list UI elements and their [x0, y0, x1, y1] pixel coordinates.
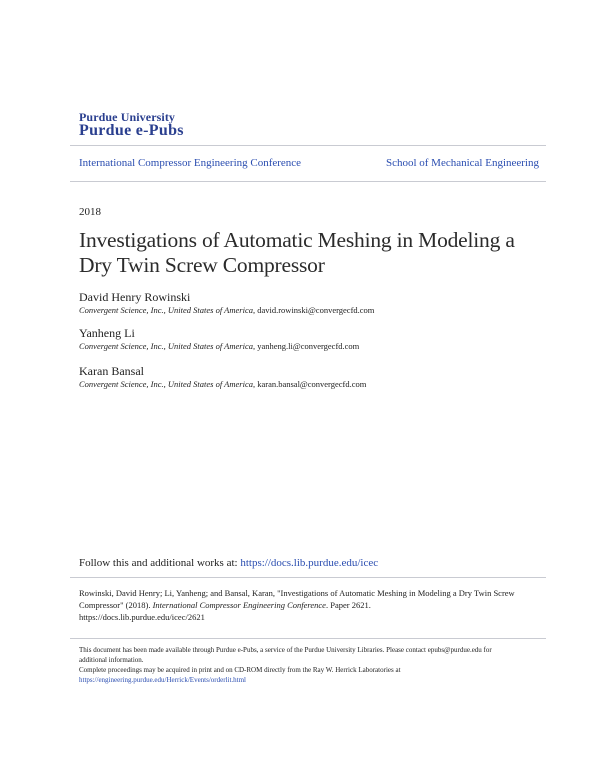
footnote-text: Complete proceedings may be acquired in print and on CD-ROM directly from the Ray W. Herrick Laboratories at	[79, 666, 401, 674]
author-email: karan.bansal@convergecfd.com	[257, 379, 367, 389]
publication-year: 2018	[79, 206, 101, 218]
university-name: Purdue University	[79, 110, 176, 124]
divider-bottom	[70, 181, 546, 182]
author-name: Yanheng Li	[79, 326, 135, 340]
author-name: David Henry Rowinski	[79, 290, 191, 304]
citation-journal: International Compressor Engineering Conference	[152, 600, 326, 610]
affiliation-text: Convergent Science, Inc., United States of America	[79, 305, 253, 315]
divider-citation	[70, 577, 546, 578]
author-email: yanheng.li@convergecfd.com	[257, 341, 360, 351]
conference-link[interactable]: International Compressor Engineering Conference	[79, 157, 302, 169]
affiliation-text: Convergent Science, Inc., United States of America	[79, 341, 253, 351]
follow-label: Follow this and additional works at:	[79, 557, 241, 569]
citation-block	[79, 587, 519, 623]
citation-url[interactable]: https://docs.lib.purdue.edu/icec/2621	[79, 612, 205, 622]
follow-line	[79, 557, 378, 569]
author-name: Karan Bansal	[79, 364, 144, 378]
repository-name[interactable]: Purdue e-Pubs	[79, 122, 184, 139]
author-affiliation: Convergent Science, Inc., United States of America, david.rowinski@convergecfd.com	[79, 305, 375, 315]
divider-footnote	[70, 638, 546, 639]
citation-paper: . Paper 2621.	[325, 600, 371, 610]
author-affiliation: Convergent Science, Inc., United States of America, yanheng.li@convergecfd.com	[79, 341, 360, 351]
collection-link[interactable]: https://docs.lib.purdue.edu/icec	[240, 557, 379, 569]
citation-text: Rowinski, David Henry; Li, Yanheng; and Bansal, Karan, "Investigations of Automatic Meshing in Modeling a Dry Twin Screw Compressor" (2018).	[79, 588, 515, 610]
affiliation-text: Convergent Science, Inc., United States of America	[79, 379, 253, 389]
school-link[interactable]: School of Mechanical Engineering	[385, 157, 539, 169]
author-affiliation: Convergent Science, Inc., United States of America, karan.bansal@convergecfd.com	[79, 379, 367, 389]
paper-title: Investigations of Automatic Meshing in Modeling a Dry Twin Screw Compressor	[79, 228, 515, 277]
herrick-link[interactable]: https://engineering.purdue.edu/Herrick/Events/orderlit.html	[79, 675, 246, 684]
footnote-availability: This document has been made available through Purdue e-Pubs, a service of the Purdue University Libraries. Please contact epubs@purdue.edu for additional information.	[79, 646, 492, 664]
footnote-proceedings	[79, 666, 519, 685]
author-email: david.rowinski@convergecfd.com	[257, 305, 375, 315]
divider-top	[70, 145, 546, 146]
